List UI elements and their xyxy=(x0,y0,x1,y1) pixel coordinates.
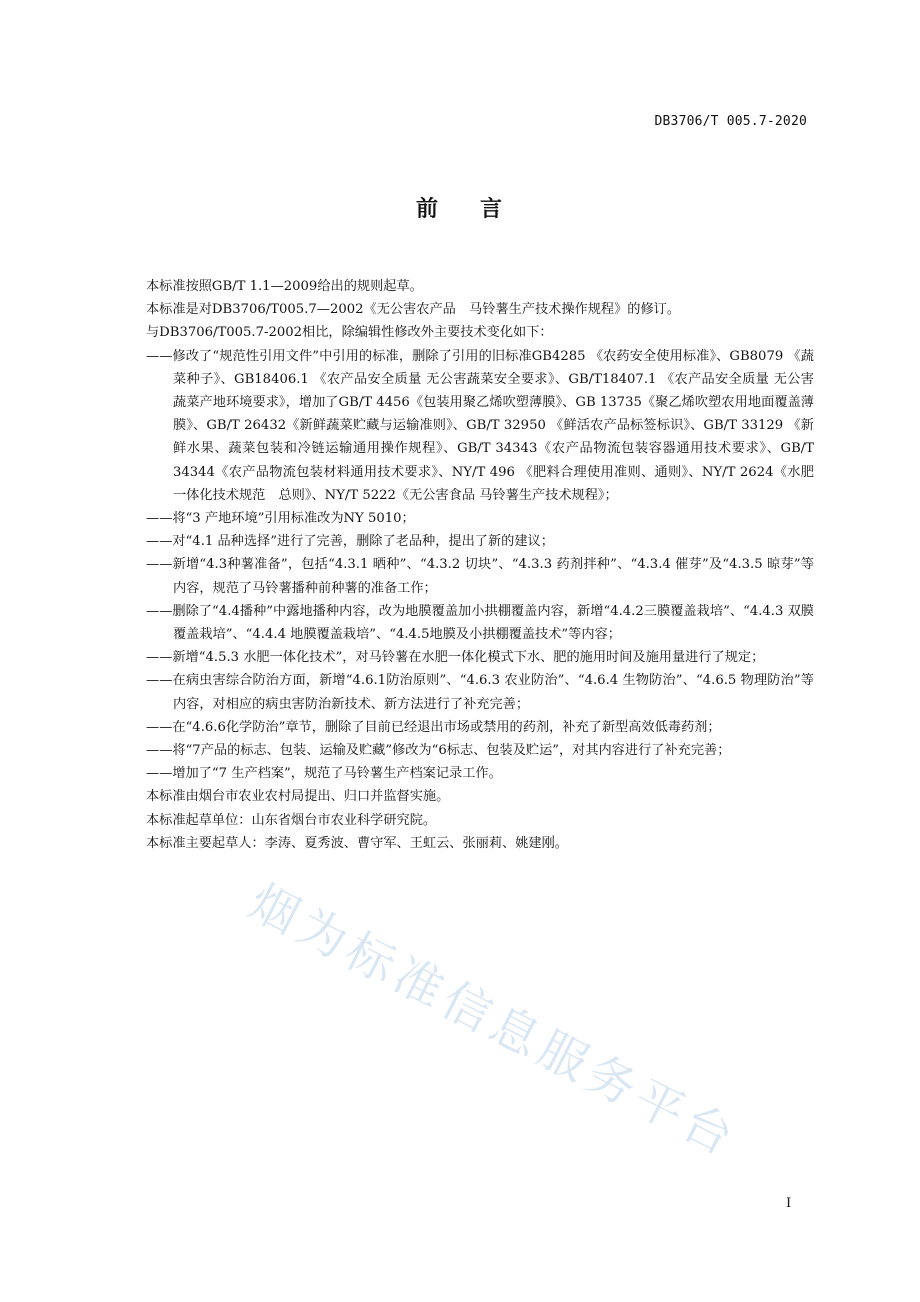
closing-paragraph: 本标准主要起草人：李涛、夏秀波、曹守军、王虹云、张丽莉、姚建刚。 xyxy=(146,835,568,851)
intro-paragraph: 本标准是对DB3706/T005.7—2002《无公害农产品 马铃薯生产技术操作规程》的修订。 xyxy=(146,302,681,318)
page-title xyxy=(0,192,920,223)
change-item: ——将“3 产地环境”引用标准改为NY 5010； xyxy=(146,511,415,527)
change-item: ——修改了“规范性引用文件”中引用的标准，删除了引用的旧标准GB4285 《农药安全使用标准》、GB8079 《蔬菜种子》、GB18406.1 《农产品安全质量 无公害蔬菜安全要求》、GB/T18407.1 《农产品安全质量 无公害蔬菜产地环境要求》，增加了GB/T 4456《包装用聚乙烯吹塑薄膜》、GB 13735《聚乙烯吹塑农用地面覆盖薄膜》、GB/T 26432《新鲜蔬菜贮藏与运输准则》、GB/T 32950 《鲜活农产品标签标识》、GB/T 33129 《新鲜水果、蔬菜包装和冷链运输通用操作规程》、GB/T 34343《农产品物流包装容器通用技术要求》、GB/T 34344《农产品物流包装材料通用技术要求》、NY/T 496 《肥料合理使用准则、通则》、NY/T 2624《水肥一体化技术规范 总则》、NY/T 5222《无公害食品 马铃薯生产技术规程》； xyxy=(146,348,814,503)
intro-paragraph: 本标准按照GB/T 1.1—2009给出的规则起草。 xyxy=(146,279,423,294)
page-number: I xyxy=(786,1196,792,1211)
watermark: 烟为标准信息服务平台 xyxy=(240,873,747,1169)
closing-paragraph: 本标准由烟台市农业农村局提出、归口并监督实施。 xyxy=(146,789,450,805)
foreword-body xyxy=(146,275,814,855)
change-item: ——将“7产品的标志、包装、运输及贮藏”修改为“6标志、包装及贮运”，对其内容进行了补充完善； xyxy=(146,743,731,759)
change-item: ——对“4.1 品种选择”进行了完善，删除了老品种，提出了新的建议； xyxy=(146,534,554,550)
document-id: DB3706/T 005.7-2020 xyxy=(654,114,807,129)
change-item: ——在病虫害综合防治方面，新增“4.6.1防治原则”、“4.6.3 农业防治”、“4.6.4 生物防治”、“4.6.5 物理防治”等内容，对相应的病虫害防治新技术、新方法进行了补充完善； xyxy=(146,673,814,712)
change-item: ——在“4.6.6化学防治”章节，删除了目前已经退出市场或禁用的药剂，补充了新型高效低毒药剂； xyxy=(146,719,721,735)
title-char-2: 言 xyxy=(480,197,505,222)
change-item: ——新增“4.3种薯准备”，包括“4.3.1 晒种”、“4.3.2 切块”、“4.3.3 药剂拌种”、“4.3.4 催芽”及“4.3.5 晾芽”等内容，规范了马铃薯播种前种薯的准备工作； xyxy=(146,557,814,596)
change-item: ——新增“4.5.3 水肥一体化技术”，对马铃薯在水肥一体化模式下水、肥的施用时间及施用量进行了规定； xyxy=(146,650,765,666)
intro-paragraph: 与DB3706/T005.7-2002相比，除编辑性修改外主要技术变化如下： xyxy=(146,325,553,341)
title-char-1: 前 xyxy=(415,197,440,222)
closing-paragraph: 本标准起草单位：山东省烟台市农业科学研究院。 xyxy=(146,812,437,828)
change-item: ——删除了“4.4播种”中露地播种内容，改为地膜覆盖加小拱棚覆盖内容，新增“4.4.2三膜覆盖栽培”、“4.4.3 双膜覆盖栽培”、“4.4.4 地膜覆盖栽培”、“4.4.5地膜及小拱棚覆盖技术”等内容； xyxy=(146,603,814,643)
change-item: ——增加了“7 生产档案”，规范了马铃薯生产档案记录工作。 xyxy=(146,766,502,782)
